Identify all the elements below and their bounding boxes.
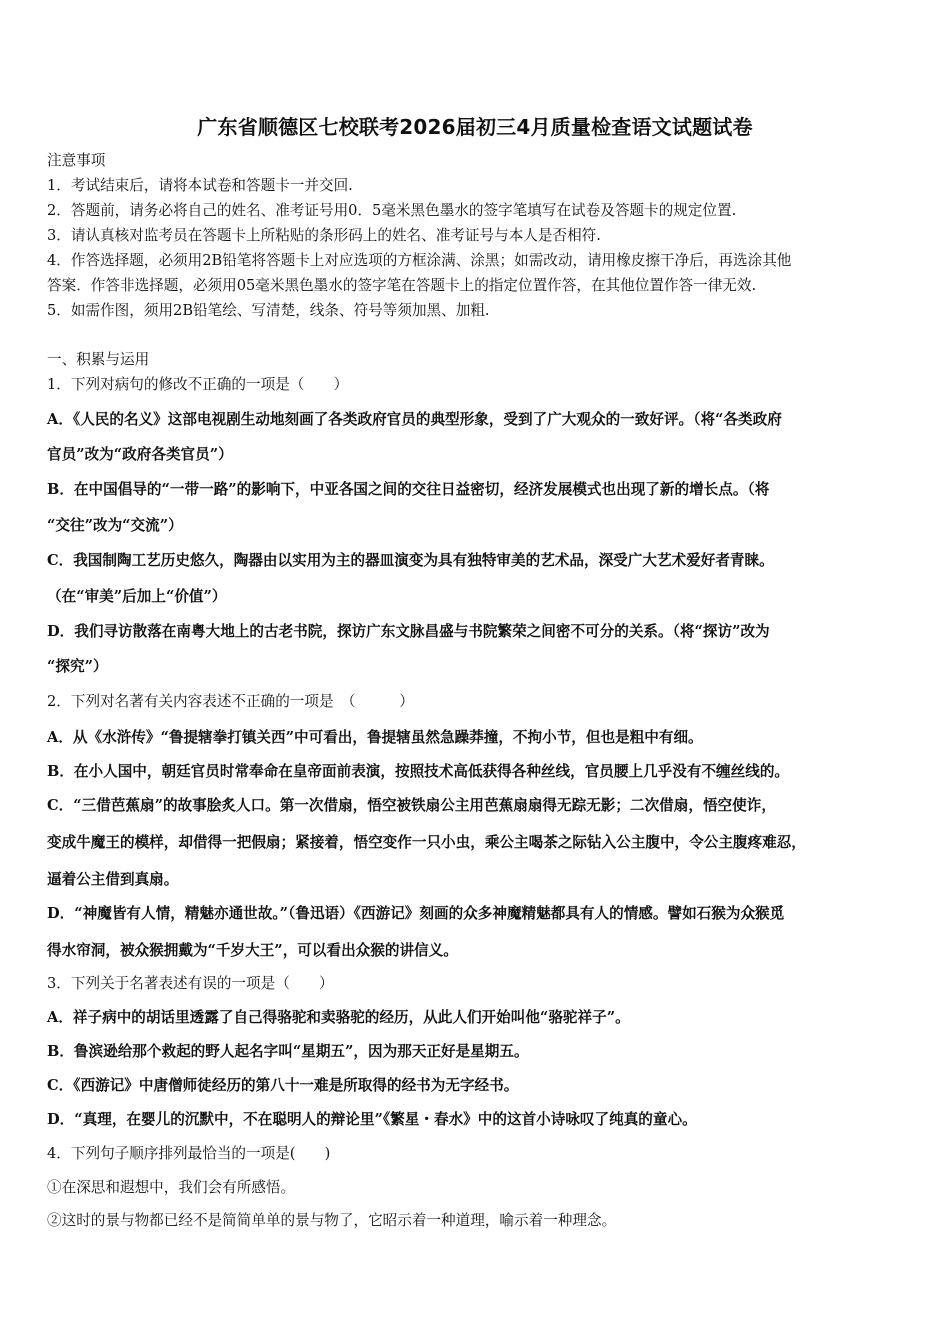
question-3-option-d: D．“真理，在婴儿的沉默中，不在聪明人的辩论里”《繁星・春水》中的这首小诗咏叹了纯真的童心。 <box>47 1111 697 1128</box>
notice-item: 3．请认真核对监考员在答题卡上所粘贴的条形码上的姓名、准考证号与本人是否相符. <box>47 227 601 244</box>
question-2-option-c-cont: 逼着公主借到真扇。 <box>47 871 179 888</box>
question-3-option-b: B．鲁滨逊给那个救起的野人起名字叫“星期五”，因为那天正好是星期五。 <box>47 1043 529 1060</box>
question-1-option-b-cont: “交往”改为“交流”） <box>47 517 183 534</box>
notice-item: 5．如需作图，须用2B铅笔绘、写清楚，线条、符号等须加黑、加粗. <box>47 302 490 319</box>
question-3-stem: 3．下列关于名著表述有误的一项是（ ） <box>47 975 334 992</box>
question-2-option-c-cont: 变成牛魔王的模样，却借得一把假扇；紧接着，悟空变作一只小虫，乘公主喝茶之际钻入公主腹中，令公主腹疼难忍， <box>47 834 806 851</box>
question-1-option-a-cont: 官员”改为“政府各类官员”） <box>47 446 233 463</box>
question-1-option-c-cont: （在“审美”后加上“价值”） <box>47 588 227 605</box>
question-3-option-c: C．《西游记》中唐僧师徒经历的第八十一难是所取得的经书为无字经书。 <box>47 1077 519 1094</box>
notice-item: 答案．作答非选择题，必须用05毫米黑色墨水的签字笔在答题卡上的指定位置作答，在其他位置作答一律无效. <box>47 277 757 294</box>
question-4-stem: 4．下列句子顺序排列最恰当的一项是( ) <box>47 1145 331 1162</box>
question-3-option-a: A．祥子病中的胡话里透露了自己得骆驼和卖骆驼的经历，从此人们开始叫他“骆驼祥子”。 <box>47 1009 630 1026</box>
notice-heading: 注意事项 <box>47 152 106 169</box>
question-1-option-b: B．在中国倡导的“一带一路”的影响下，中亚各国之间的交往日益密切，经济发展模式也出现了新的增长点。（将 <box>47 481 770 498</box>
question-1-option-d-cont: “探究”） <box>47 658 108 675</box>
section-heading: 一、积累与运用 <box>47 351 150 368</box>
notice-item: 2．答题前，请务必将自己的姓名、准考证号用0．5毫米黑色墨水的签字笔填写在试卷及答题卡的规定位置. <box>47 202 737 219</box>
question-1-option-d: D．我们寻访散落在南粤大地上的古老书院，探访广东文脉昌盛与书院繁荣之间密不可分的关系。（将“探访”改为 <box>47 623 770 640</box>
question-4-sentence-2: ②这时的景与物都已经不是简简单单的景与物了，它昭示着一种道理，喻示着一种理念。 <box>47 1212 617 1229</box>
question-1-option-c: C．我国制陶工艺历史悠久，陶器由以实用为主的器皿演变为具有独特审美的艺术品，深受广大艺术爱好者青睐。 <box>47 552 774 569</box>
question-2-option-b: B．在小人国中，朝廷官员时常奉命在皇帝面前表演，按照技术高低获得各种丝线，官员腰上几乎没有不缠丝线的。 <box>47 763 790 780</box>
question-4-sentence-1: ①在深思和遐想中，我们会有所感悟。 <box>47 1179 296 1196</box>
question-2-option-c: C．“三借芭蕉扇”的故事脍炙人口。第一次借扇，悟空被铁扇公主用芭蕉扇扇得无踪无影；二次借扇，悟空使诈， <box>47 797 776 814</box>
question-1-stem: 1．下列对病句的修改不正确的一项是（ ） <box>47 376 349 393</box>
notice-item: 1．考试结束后，请将本试卷和答题卡一并交回. <box>47 177 353 194</box>
question-1-option-a: A．《人民的名义》这部电视剧生动地刻画了各类政府官员的典型形象，受到了广大观众的一致好评。（将“各类政府 <box>47 411 782 428</box>
question-2-option-d: D．“神魔皆有人情，精魅亦通世故。”（鲁迅语）《西游记》刻画的众多神魔精魅都具有人的情感。譬如石猴为众猴觅 <box>47 905 785 922</box>
question-2-stem: 2．下列对名著有关内容表述不正确的一项是 （ ） <box>47 693 414 710</box>
question-2-option-a: A．从《水浒传》“鲁提辖拳打镇关西”中可看出，鲁提辖虽然急躁莽撞，不拘小节，但也是粗中有细。 <box>47 729 703 746</box>
exam-title: 广东省顺德区七校联考2026届初三4月质量检查语文试题试卷 <box>197 115 753 139</box>
question-2-option-d-cont: 得水帘洞，被众猴拥戴为“千岁大王”，可以看出众猴的讲信义。 <box>47 942 458 959</box>
notice-item: 4．作答选择题，必须用2B铅笔将答题卡上对应选项的方框涂满、涂黑；如需改动，请用橡皮擦干净后，再选涂其他 <box>47 252 792 269</box>
